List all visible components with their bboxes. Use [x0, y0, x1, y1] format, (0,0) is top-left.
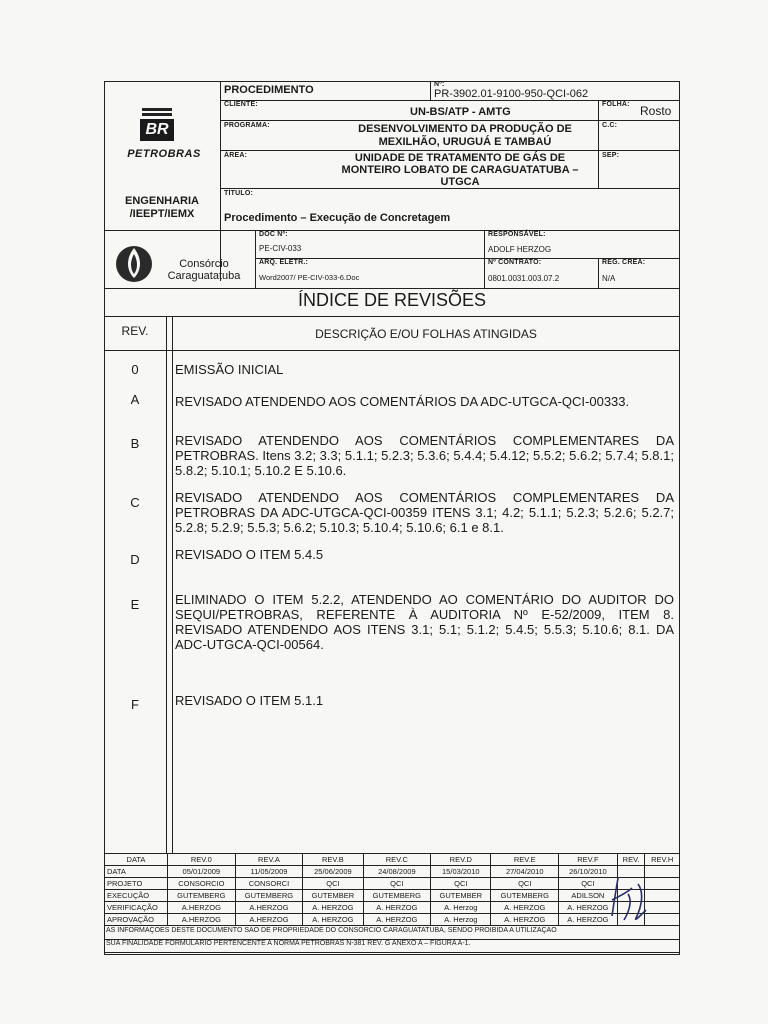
arq-label: ARQ. ELETR.: [259, 259, 309, 266]
rev-b-letter: B [130, 436, 140, 451]
doc-number-label: Nº: [434, 81, 445, 88]
table-row: DATA 05/01/2009 11/05/2009 25/06/2009 24/08/2009 15/03/2010 27/04/2010 26/10/2010 [105, 866, 680, 878]
petrobras-logo [140, 108, 174, 144]
rev-a-text: REVISADO ATENDENDO AOS COMENTÁRIOS DA ADC-UTGCA-QCI-00333. [175, 394, 630, 409]
rev-0-text: EMISSÃO INICIAL [175, 362, 284, 377]
form-reference-note: SUA FINALIDADE FORMULÁRIO PERTENCENTE A NORMA PETROBRAS N-381 REV. G ANEXO A – FIGURA A-1. [106, 940, 471, 947]
rev-d-letter: D [130, 552, 140, 567]
doc-value: PE-CIV-033 [259, 244, 302, 253]
responsavel-value: ADOLF HERZOG [488, 245, 552, 254]
table-row: APROVAÇÃO A.HERZOG A.HERZOG A. HERZOG A. HERZOG A. Herzog A. HERZOG A. HERZOG [105, 914, 680, 926]
area-label: ÁREA: [224, 152, 248, 159]
titulo-label: TÍTULO: [224, 190, 254, 197]
rev-b-text: REVISADO ATENDENDO AOS COMENTÁRIOS COMPLEMENTARES DA PETROBRAS. Itens 3.2; 3.3; 5.1.1; 5.2.3; 5.3.6; 5.4.4; 5.4.12; 5.5.2; 5.6.2; 5.7.4; 5.8.1; 5.8.2; 5.10.1; 5.10.2 E 5.10.6. [175, 433, 674, 478]
rev-a-letter: A [130, 392, 140, 407]
consorcio-name: Consórcio Caraguatatuba [167, 258, 241, 282]
index-title: ÍNDICE DE REVISÕES [297, 290, 487, 310]
table-row: EXECUÇÃO GUTEMBERG GUTEMBERG GUTEMBER GUTEMBERG GUTEMBER GUTEMBERG ADILSON [105, 890, 680, 902]
col-rev-header: REV. [121, 324, 149, 338]
petrobras-name: PETROBRAS [127, 148, 201, 160]
department-label: ENGENHARIA /IEEPT/IEMX [125, 195, 199, 220]
programa-value: DESENVOLVIMENTO DA PRODUÇÃO DE MEXILHÃO, URUGUÁ E TAMBAÚ [358, 123, 572, 148]
folha-value: Rosto [640, 104, 672, 118]
cliente-label: CLIENTE: [224, 101, 258, 108]
cc-label: C.C: [602, 122, 618, 129]
table-header-row: DATA REV.0 REV.A REV.B REV.C REV.D REV.E REV.F REV. REV.H [105, 854, 680, 866]
rev-d-text: REVISADO O ITEM 5.4.5 [175, 547, 324, 562]
rev-e-text: ELIMINADO O ITEM 5.2.2, ATENDENDO AO COMENTÁRIO DO AUDITOR DO SEQUI/PETROBRAS, REFERENTE À AUDITORIA Nº E-52/2009, ITEM 8. REVISADO ATENDENDO AOS ITENS 3.1; 5.1; 5.1.2; 5.4.5; 5.5.3; 5.10.6; 8.1. DA ADC-UTGCA-QCI-00564. [175, 592, 674, 652]
contrato-label: Nº CONTRATO: [488, 259, 542, 266]
rev-0-letter: 0 [131, 362, 139, 377]
titulo-value: Procedimento – Execução de Concretagem [224, 212, 451, 224]
folha-label: FOLHA: [602, 101, 630, 108]
procedimento-title: PROCEDIMENTO [224, 84, 314, 96]
consorcio-logo-icon [112, 240, 156, 284]
contrato-value: 0801.0031.003.07.2 [488, 274, 560, 283]
rev-c-text: REVISADO ATENDENDO AOS COMENTÁRIOS COMPLEMENTARES DA PETROBRAS DA ADC-UTGCA-QCI-00359 ITENS 3.1; 4.2; 5.1.1; 5.2.3; 5.2.6; 5.2.7; 5.2.8; 5.2.9; 5.5.3; 5.6.2; 5.10.3; 5.10.4; 5.10.6; 6.1 e 8.1. [175, 490, 674, 535]
cliente-value: UN-BS/ATP - AMTG [410, 106, 511, 118]
br-logo-text: BR [140, 119, 174, 141]
rev-c-letter: C [130, 495, 140, 510]
programa-label: PROGRAMA: [224, 122, 270, 129]
crea-value: N/A [602, 274, 616, 283]
rev-e-letter: E [130, 597, 140, 612]
rev-f-letter: F [131, 697, 139, 712]
doc-label: DOC Nº: [259, 231, 288, 238]
table-row: PROJETO CONSORCIO CONSORCI QCI QCI QCI QCI QCI [105, 878, 680, 890]
rev-f-text: REVISADO O ITEM 5.1.1 [175, 693, 324, 708]
crea-label: REG. CREA: [602, 259, 646, 266]
revision-signature-table [104, 853, 680, 926]
handwritten-signature [598, 870, 668, 930]
table-row: VERIFICAÇÃO A.HERZOG A.HERZOG A. HERZOG A. HERZOG A. Herzog A. HERZOG A. HERZOG [105, 902, 680, 914]
col-desc-header: DESCRIÇÃO E/OU FOLHAS ATINGIDAS [315, 327, 537, 341]
doc-number: PR-3902.01-9100-950-QCI-062 [434, 88, 589, 100]
responsavel-label: RESPONSÁVEL: [488, 231, 546, 238]
area-value: UNIDADE DE TRATAMENTO DE GÁS DE MONTEIRO LOBATO DE CARAGUATATUBA – UTGCA [341, 152, 579, 188]
arq-value: Word2007/ PE-CIV-033-6.Doc [259, 273, 360, 282]
ownership-note: AS INFORMAÇÕES DESTE DOCUMENTO SÃO DE PROPRIEDADE DO CONSÓRCIO CARAGUATATUBA, SENDO PROIBIDA A UTILIZAÇÃO [106, 927, 557, 934]
sep-label: SEP: [602, 152, 620, 159]
